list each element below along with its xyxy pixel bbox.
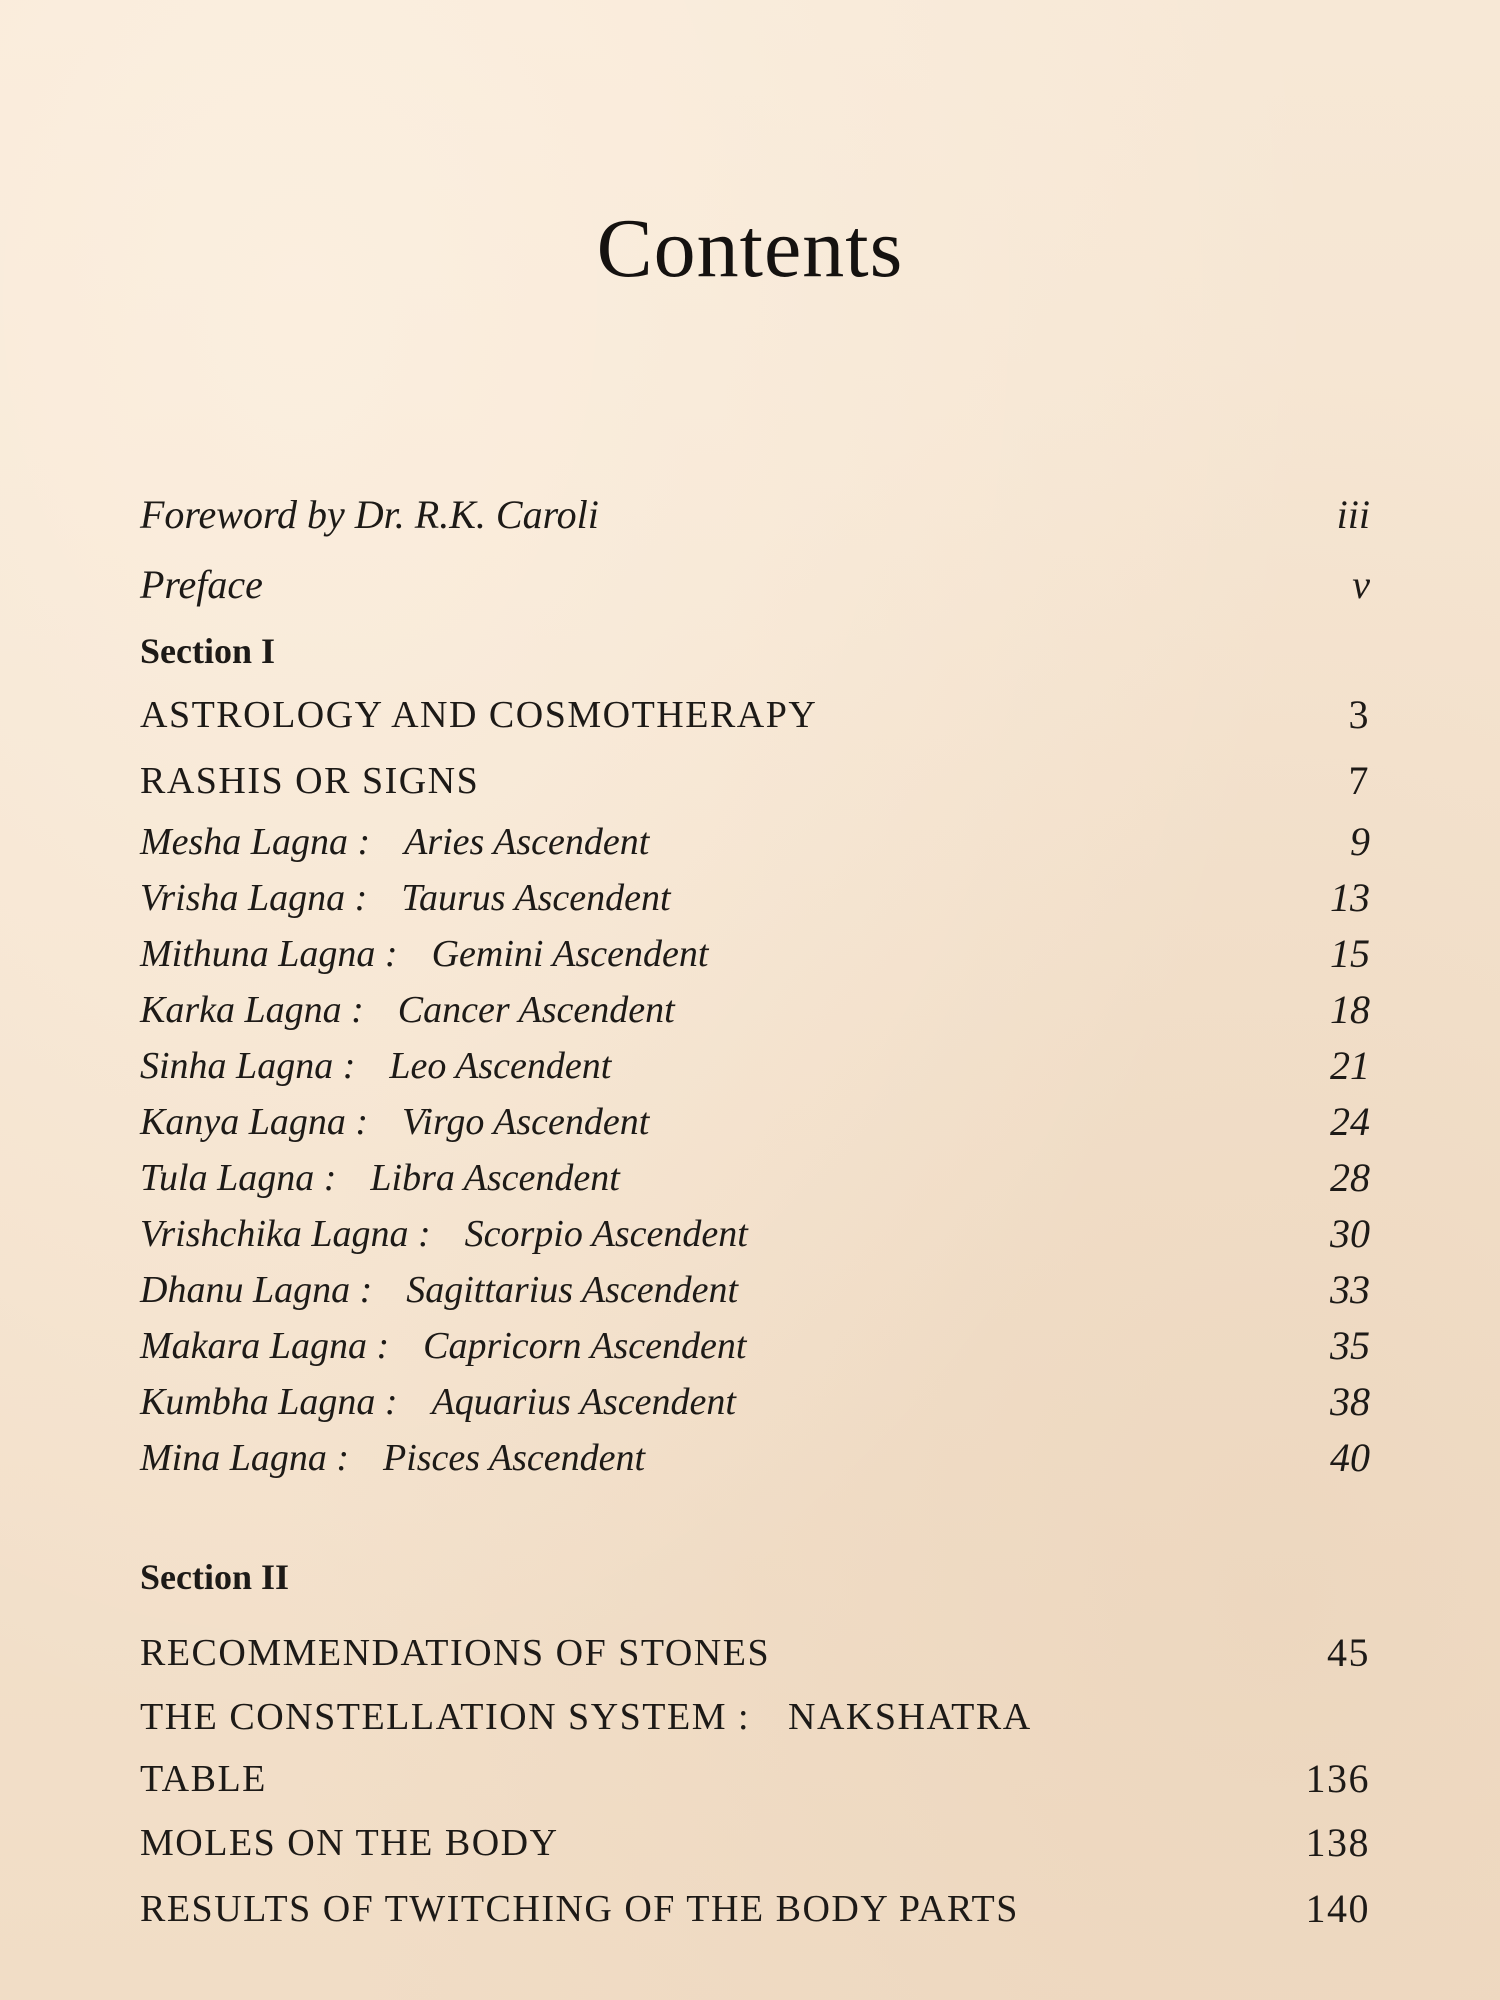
toc-page-number: 7 [1348,758,1370,803]
section-spacer [140,1486,1370,1546]
toc-entry-preface[interactable] [140,550,1370,620]
toc-entry-lagna[interactable] [140,1206,1370,1262]
lagna-name: Kumbha Lagna : [140,1381,398,1423]
toc-page-number: 140 [1305,1886,1370,1931]
toc-page-number: 9 [1350,819,1370,864]
lagna-name: Vrisha Lagna : [140,877,368,919]
lagna-name: Sinha Lagna : [140,1045,356,1087]
toc-entry-label: Preface [140,562,263,607]
toc-entry-rashis[interactable] [140,748,1370,814]
toc-entry-lagna[interactable] [140,814,1370,870]
toc-entry-foreword[interactable] [140,480,1370,550]
lagna-name: Mesha Lagna : [140,821,371,863]
toc-entry-label: RASHIS OR SIGNS [140,760,480,802]
toc-entry-moles[interactable] [140,1810,1370,1876]
ascendent-name: Cancer Ascendent [397,989,675,1031]
toc-page-number: 30 [1330,1211,1370,1256]
toc-entry-label: MOLES ON THE BODY [140,1822,559,1864]
section-heading-1 [140,620,1370,682]
toc-entry-lagna[interactable] [140,1430,1370,1486]
toc-page-number: 33 [1330,1267,1370,1312]
toc-page-number: 24 [1330,1099,1370,1144]
toc-page-number: 13 [1330,875,1370,920]
table-of-contents [140,480,1370,1942]
lagna-name: Makara Lagna : [140,1325,390,1367]
toc-page-number: v [1352,562,1370,607]
toc-entry-stones[interactable] [140,1620,1370,1686]
lagna-name: Karka Lagna : [140,989,364,1031]
toc-entry-lagna[interactable] [140,1094,1370,1150]
toc-entry-lagna[interactable] [140,1262,1370,1318]
toc-entry-lagna[interactable] [140,870,1370,926]
toc-entry-lagna[interactable] [140,1374,1370,1430]
ascendent-name: Libra Ascendent [370,1157,620,1199]
toc-page-number: 18 [1330,987,1370,1032]
section-heading-label: Section I [140,631,275,671]
toc-entry-label-part: TABLE [140,1758,267,1800]
toc-page-number: 138 [1305,1820,1370,1865]
ascendent-name: Scorpio Ascendent [464,1213,748,1255]
toc-page-number: 136 [1305,1756,1370,1801]
lagna-name: Vrishchika Lagna : [140,1213,431,1255]
toc-entry-astrology[interactable] [140,682,1370,748]
toc-entry-lagna[interactable] [140,926,1370,982]
ascendent-name: Sagittarius Ascendent [406,1269,739,1311]
ascendent-name: Gemini Ascendent [431,933,709,975]
ascendent-name: Capricorn Ascendent [423,1325,747,1367]
ascendent-name: Virgo Ascendent [402,1101,650,1143]
toc-page-number: 15 [1330,931,1370,976]
toc-entry-lagna[interactable] [140,1318,1370,1374]
ascendent-name: Leo Ascendent [389,1045,612,1087]
toc-entry-label-part: THE CONSTELLATION SYSTEM : [140,1696,751,1738]
toc-page-number: 40 [1330,1435,1370,1480]
toc-entry-label [140,1686,1220,1810]
lagna-name: Mithuna Lagna : [140,933,398,975]
ascendent-name: Pisces Ascendent [383,1437,646,1479]
toc-entry-label: RECOMMENDATIONS OF STONES [140,1632,771,1674]
ascendent-name: Taurus Ascendent [401,877,671,919]
toc-entry-label-part: NAKSHATRA [788,1696,1032,1738]
toc-page-number: iii [1336,492,1370,537]
section-heading-2 [140,1546,1370,1608]
toc-page-number: 28 [1330,1155,1370,1200]
lagna-name: Tula Lagna : [140,1157,337,1199]
toc-page-number: 38 [1330,1379,1370,1424]
toc-entry-lagna[interactable] [140,1150,1370,1206]
toc-entry-constellation[interactable] [140,1686,1370,1810]
toc-entry-twitching[interactable] [140,1876,1370,1942]
toc-entry-lagna[interactable] [140,982,1370,1038]
toc-page-number: 35 [1330,1323,1370,1368]
lagna-name: Kanya Lagna : [140,1101,368,1143]
toc-page-number: 45 [1327,1630,1370,1675]
toc-entry-label: ASTROLOGY AND COSMOTHERAPY [140,694,818,736]
lagna-name: Mina Lagna : [140,1437,349,1479]
page-title: Contents [596,202,904,295]
ascendent-name: Aquarius Ascendent [431,1381,736,1423]
toc-page-number: 3 [1348,692,1370,737]
toc-entry-lagna[interactable] [140,1038,1370,1094]
section-spacer [140,1608,1370,1620]
toc-page-number: 21 [1330,1043,1370,1088]
lagna-name: Dhanu Lagna : [140,1269,373,1311]
toc-entry-label: RESULTS OF TWITCHING OF THE BODY PARTS [140,1888,1019,1930]
toc-entry-label: Foreword by Dr. R.K. Caroli [140,492,599,537]
ascendent-name: Aries Ascendent [404,821,650,863]
section-heading-label: Section II [140,1557,290,1597]
